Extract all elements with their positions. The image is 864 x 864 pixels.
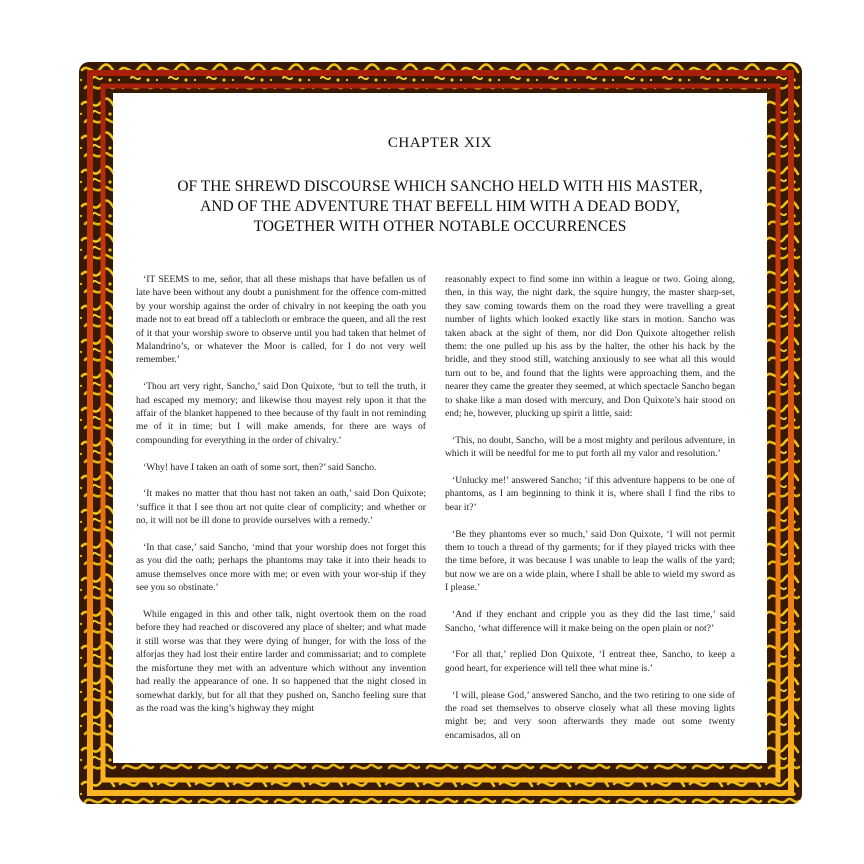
paragraph: ‘It makes no matter that thou hast not taken an oath,’ said Don Quixote; ‘suffice it that I see thou art not quite clear of complicity; and whether or no, it will not be ill done to provide ourselves with a remedy.’ [136, 488, 426, 527]
book-page [113, 93, 767, 763]
chapter-heading: CHAPTER XIX [387, 135, 493, 151]
paragraph: ‘This, no doubt, Sancho, will be a most mighty and perilous adventure, in which it will be needful for me to put forth all my valor and resolution.’ [445, 434, 735, 460]
paragraph: ‘And if they enchant and cripple you as they did the last time,’ said Sancho, ‘what difference will it make being on the open plain or not?’ [445, 609, 735, 634]
chapter-subtitle [113, 177, 767, 237]
paragraph: ‘Be they phantoms ever so much,’ said Don Quixote, ‘I will not permit them to touch a thread of thy garments; for if they played tricks with thee the time before, it was because I was unable to leap the walls of the yard; but now we are on a wide plain, where I shall be able to wield my sword as I please.’ [445, 528, 735, 594]
subtitle-line: OF THE SHREWD DISCOURSE WHICH SANCHO HELD WITH HIS MASTER, [177, 178, 703, 195]
right-text-column [445, 273, 735, 756]
paragraph: ‘IT SEEMS to me, señor, that all these mishaps that have befallen us of late have been without any doubt a punishment for the offence com-mitted by your worship against the order of chivalry in not keeping the oath you made not to eat bread off a tablecloth or embrace the queen, and all the rest of it that your worship swore to observe until you had taken that helmet of Malandrino’s, or whatever the Moor is called, for I do not very well remember.’ [136, 274, 426, 366]
paragraph: reasonably expect to find some inn within a league or two. Going along, then, in this way, the night dark, the squire hungry, the master sharp-set, they saw coming towards them on the road they were travelling a great number of lights which looked exactly like stars in motion. Sancho was taken aback at the sight of them, nor did Don Quixote altogether relish them: the one pulled up his ass by the halter, the other his hack by the bridle, and they stood still, watching anxiously to see what all this would turn out to be, and found that the lights were approaching them, and the nearer they came the greater they seemed, at which spectacle Sancho began to shake like a man dosed with mercury, and Don Quixote’s hair stood on end; he, however, plucking up spirit a little, said: [445, 274, 735, 420]
left-text-column [136, 273, 426, 729]
paragraph: ‘In that case,’ said Sancho, ‘mind that your worship does not forget this as you did the oath; perhaps the phantoms may take it into their heads to amuse themselves once more with me; or even with your wor-ship if they see you so obstinate.’ [136, 542, 426, 594]
paragraph: ‘I will, please God,’ answered Sancho, and the two retiring to one side of the road set themselves to observe closely what all these moving lights might be; and very soon afterwards they made out some twenty encamisados, all on [445, 689, 735, 741]
paragraph: ‘Unlucky me!’ answered Sancho; ‘if this adventure happens to be one of phantoms, as I am beginning to think it is, where shall I find the ribs to bear it?’ [445, 475, 735, 513]
paragraph: While engaged in this and other talk, night overtook them on the road before they had reached or discovered any place of shelter; and what made it still worse was that they were dying of hunger, for with the loss of the alforjas they had lost their entire larder and commissariat; and to complete the misfortune they met with an adventure which without any invention had really the appearance of one. It so happened that the night closed in somewhat darkly, but for all that they pushed on, Sancho feeling sure that as the road was the king’s highway they might [136, 609, 426, 714]
subtitle-line: TOGETHER WITH OTHER NOTABLE OCCURRENCES [253, 218, 627, 235]
paragraph: ‘For all that,’ replied Don Quixote, ‘I entreat thee, Sancho, to keep a good heart, for experience will tell thee what mine is.’ [445, 649, 735, 674]
paragraph: ‘Why! have I taken an oath of some sort, then?’ said Sancho. [143, 461, 377, 473]
subtitle-line: AND OF THE ADVENTURE THAT BEFELL HIM WITH A DEAD BODY, [200, 198, 680, 215]
paragraph: ‘Thou art very right, Sancho,’ said Don Quixote, ‘but to tell the truth, it had escaped my memory; and likewise thou mayest rely upon it that the affair of the blanket happened to thee because of thy fault in not reminding me of it in time; but I will make amends, for there are ways of compounding for everything in the order of chivalry.’ [136, 381, 426, 446]
